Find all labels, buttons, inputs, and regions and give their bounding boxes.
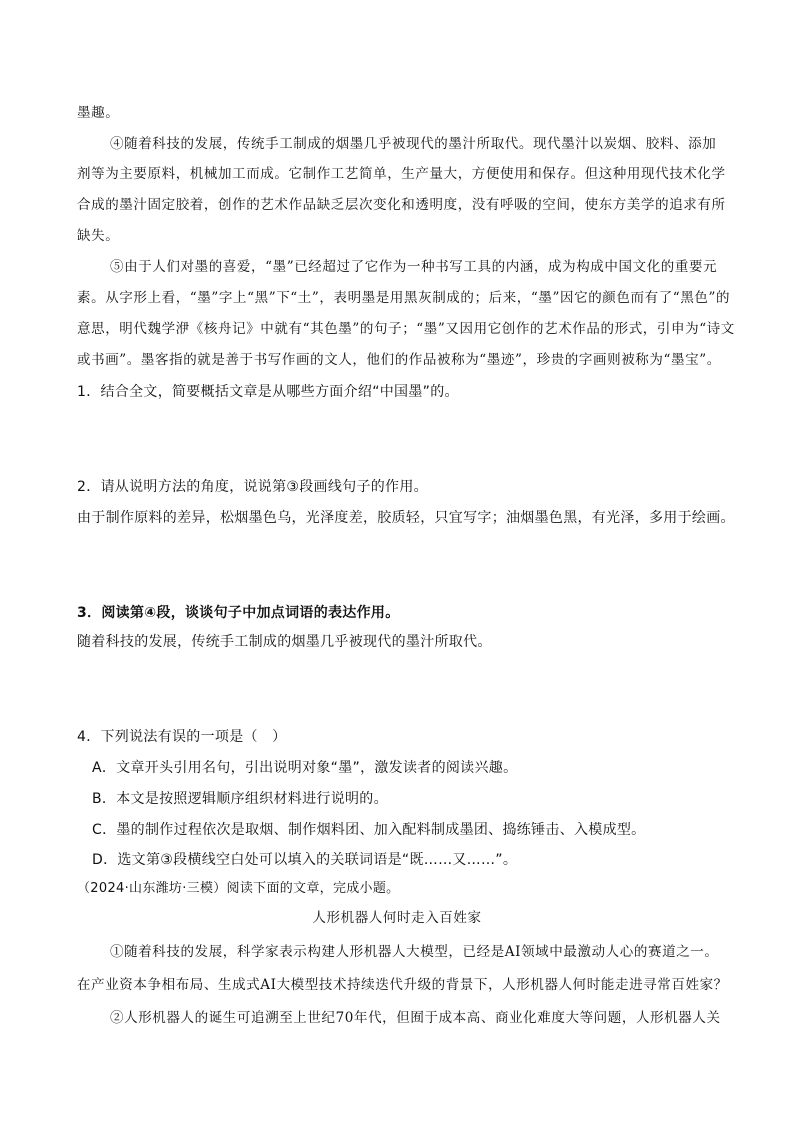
passage-line: ⑤由于人们对墨的喜爱，“墨”已经超过了它作为一种书写工具的内涵，成为构成中国文化的重要元 xyxy=(110,259,718,275)
question-3-quote: 随着科技的发展，传统手工制成的烟墨几乎被现代的墨汁所取代。 xyxy=(77,634,492,650)
question-2: 2．请从说明方法的角度，说说第③段画线句子的作用。 xyxy=(77,479,428,495)
passage-line: 合成的墨汁固定胶着，创作的艺术作品缺乏层次变化和透明度，没有呼吸的空间，使东方美学的追求有所 xyxy=(77,197,726,213)
passage-line: 或书画”。墨客指的就是善于书写作画的文人，他们的作品被称为“墨迹”，珍贵的字画则被称为“墨宝”。 xyxy=(77,352,721,368)
passage-line: 素。从字形上看，“墨”字上“黑”下“土”，表明墨是用黑灰制成的；后来，“墨”因它的颜色而有了“黑色”的 xyxy=(77,290,731,306)
article-line: ②人形机器人的诞生可追溯至上世纪70年代，但囿于成本高、商业化难度大等问题，人形机器人关 xyxy=(110,1010,721,1026)
article-title: 人形机器人何时走入百姓家 xyxy=(312,910,482,926)
question-1: 1．结合全文，简要概括文章是从哪些方面介绍“中国墨”的。 xyxy=(77,384,459,400)
question-4-option-c: C．墨的制作过程依次是取烟、制作烟料团、加入配料制成墨团、捣练锤击、入模成型。 xyxy=(92,822,646,838)
passage-line: 缺失。 xyxy=(77,228,120,244)
section-intro: （2024·山东潍坊·三模）阅读下面的文章，完成小题。 xyxy=(77,881,400,896)
passage-line: ④随着科技的发展，传统手工制成的烟墨几乎被现代的墨汁所取代。现代墨汁以炭烟、胶料、添加 xyxy=(110,136,717,152)
question-4-option-d: D．选文第③段横线空白处可以填入的关联词语是“既……又……”。 xyxy=(92,852,518,868)
passage-line: 意思，明代魏学洢《核舟记》中就有“其色墨”的句子；“墨”又因用它创作的艺术作品的形式，引申为“诗文 xyxy=(77,321,735,337)
article-line: ①随着科技的发展，科学家表示构建人形机器人大模型，已经是AI领域中最激动人心的赛道之一。 xyxy=(110,944,719,960)
question-4-option-b: B．本文是按照逻辑顺序组织材料进行说明的。 xyxy=(92,791,388,807)
question-4-option-a: A．文章开头引用名句，引出说明对象“墨”，激发读者的阅读兴趣。 xyxy=(92,760,518,776)
question-4: 4．下列说法有误的一项是（ ） xyxy=(77,729,287,745)
passage-line: 剂等为主要原料，机械加工而成。它制作工艺简单，生产量大，方便使用和保存。但这种用现代技术化学 xyxy=(77,166,726,182)
article-line: 在产业资本争相布局、生成式AI大模型技术持续迭代升级的背景下，人形机器人何时能走进寻常百姓家？ xyxy=(77,977,728,993)
passage-line: 墨趣。 xyxy=(77,105,120,121)
question-3: 3．阅读第④段，谈谈句子中加点词语的表达作用。 xyxy=(77,605,400,621)
question-2-quote: 由于制作原料的差异，松烟墨色乌，光泽度差，胶质轻，只宜写字；油烟墨色黑，有光泽，多用于绘画。 xyxy=(77,510,735,526)
